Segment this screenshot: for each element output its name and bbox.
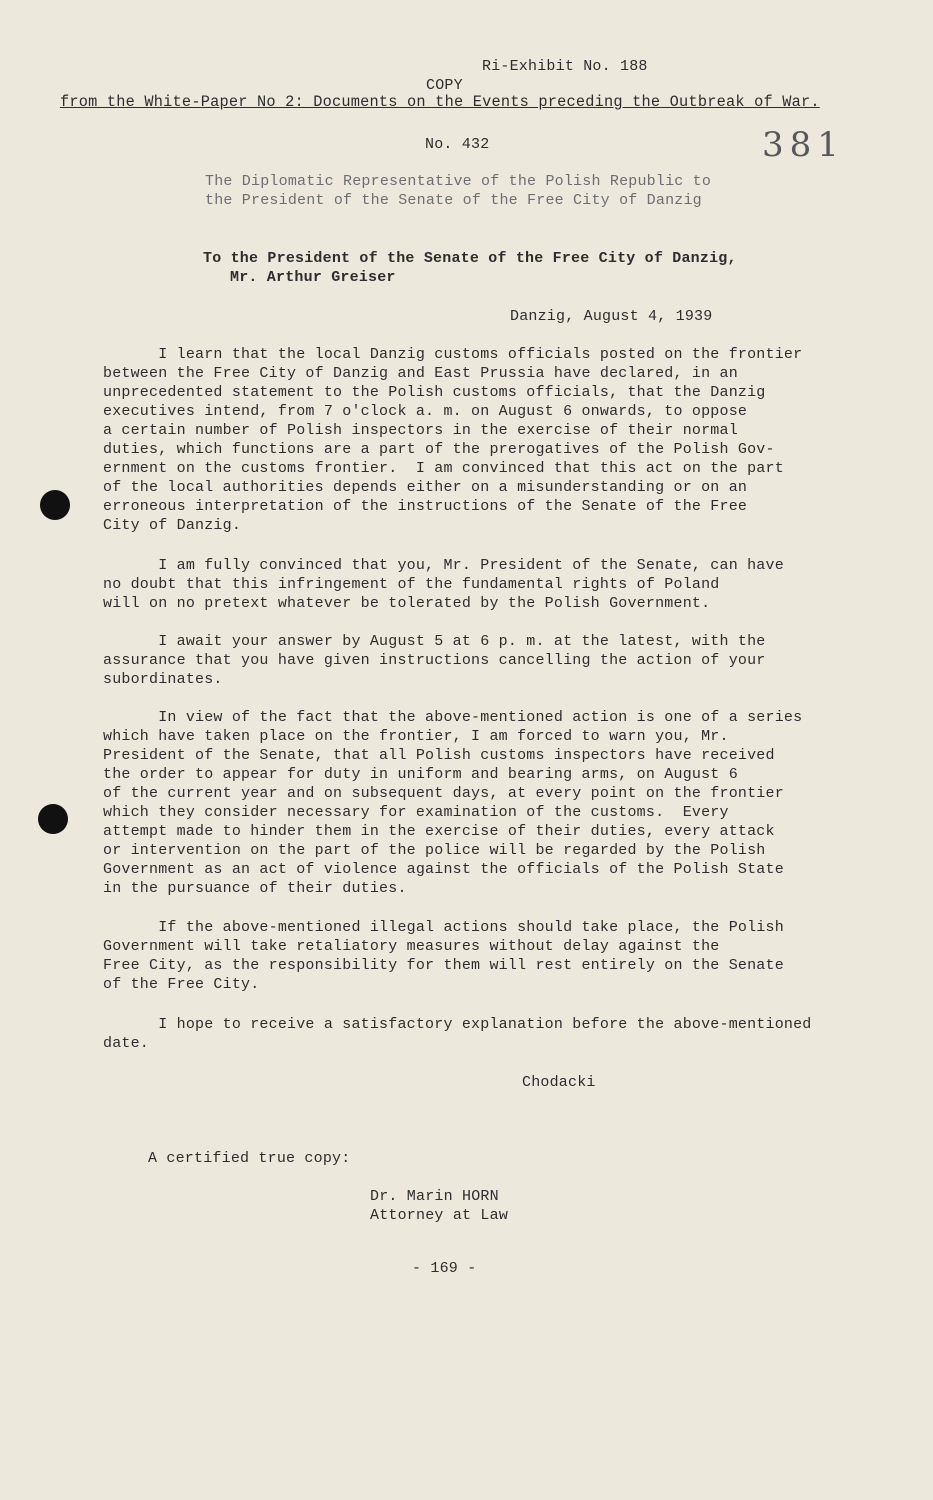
signature-name: Chodacki	[522, 1074, 596, 1091]
certifier-name: Dr. Marin HORN	[370, 1188, 499, 1205]
paragraph-line: in the pursuance of their duties.	[103, 880, 407, 897]
paragraph-line: In view of the fact that the above-mentioned action is one of a series	[103, 709, 803, 726]
paragraph-line: erroneous interpretation of the instructions of the Senate of the Free	[103, 498, 748, 515]
certifier-title: Attorney at Law	[370, 1207, 509, 1224]
document-number: No. 432	[425, 136, 490, 153]
paragraph-line: Free City, as the responsibility for them will rest entirely on the Senate	[103, 957, 784, 974]
paragraph-line: between the Free City of Danzig and East Prussia have declared, in an	[103, 365, 738, 382]
paragraph-3	[103, 632, 766, 689]
paragraph-line: which they consider necessary for examination of the customs. Every	[103, 804, 729, 821]
paragraph-line: Government as an act of violence against the officials of the Polish State	[103, 861, 784, 878]
paragraph-line: which have taken place on the frontier, I am forced to warn you, Mr.	[103, 728, 729, 745]
paragraph-line: date.	[103, 1035, 150, 1052]
handwritten-page-number: 381	[762, 125, 845, 165]
paragraph-2	[103, 556, 784, 613]
paragraph-line: I learn that the local Danzig customs officials posted on the frontier	[103, 346, 803, 363]
source-line: from the White-Paper No 2: Documents on the Events preceding the Outbreak of War.	[60, 93, 820, 111]
paragraph-line: I am fully convinced that you, Mr. President of the Senate, can have	[103, 557, 784, 574]
copy-label: COPY	[426, 77, 463, 94]
paragraph-5	[103, 918, 784, 994]
paragraph-line: If the above-mentioned illegal actions should take place, the Polish	[103, 919, 784, 936]
paragraph-line: President of the Senate, that all Polish customs inspectors have received	[103, 747, 775, 764]
paragraph-line: of the Free City.	[103, 976, 260, 993]
paragraph-line: City of Danzig.	[103, 517, 242, 534]
punch-hole-upper	[40, 490, 70, 520]
paragraph-line: a certain number of Polish inspectors in the exercise of their normal	[103, 422, 738, 439]
letter-date: Danzig, August 4, 1939	[510, 308, 713, 325]
addressee-line-1: To the President of the Senate of the Free City of Danzig,	[203, 250, 737, 267]
paragraph-line: I await your answer by August 5 at 6 p. m. at the latest, with the	[103, 633, 766, 650]
certification-label: A certified true copy:	[148, 1150, 351, 1167]
paragraph-line: of the current year and on subsequent days, at every point on the frontier	[103, 785, 784, 802]
paragraph-line: assurance that you have given instructions cancelling the action of your	[103, 652, 766, 669]
paragraph-line: the order to appear for duty in uniform and bearing arms, on August 6	[103, 766, 738, 783]
paragraph-line: Government will take retaliatory measures without delay against the	[103, 938, 720, 955]
paragraph-line: no doubt that this infringement of the fundamental rights of Poland	[103, 576, 720, 593]
heading-line-2: the President of the Senate of the Free City of Danzig	[205, 192, 702, 209]
paragraph-line: will on no pretext whatever be tolerated by the Polish Government.	[103, 595, 711, 612]
paragraph-line: ernment on the customs frontier. I am convinced that this act on the part	[103, 460, 784, 477]
heading-line-1: The Diplomatic Representative of the Polish Republic to	[205, 173, 712, 190]
exhibit-label: Ri-Exhibit No. 188	[482, 58, 648, 75]
paragraph-line: I hope to receive a satisfactory explanation before the above-mentioned	[103, 1016, 812, 1033]
paragraph-line: subordinates.	[103, 671, 223, 688]
paragraph-line: executives intend, from 7 o'clock a. m. on August 6 onwards, to oppose	[103, 403, 748, 420]
paragraph-line: of the local authorities depends either on a misunderstanding or on an	[103, 479, 748, 496]
paragraph-6	[103, 1015, 812, 1053]
paragraph-line: unprecedented statement to the Polish customs officials, that the Danzig	[103, 384, 766, 401]
punch-hole-lower	[38, 804, 68, 834]
paragraph-line: duties, which functions are a part of the prerogatives of the Polish Gov-	[103, 441, 775, 458]
paragraph-4	[103, 708, 802, 898]
paragraph-line: or intervention on the part of the police will be regarded by the Polish	[103, 842, 766, 859]
paragraph-1	[103, 345, 802, 535]
paragraph-line: attempt made to hinder them in the exercise of their duties, every attack	[103, 823, 775, 840]
addressee-line-2: Mr. Arthur Greiser	[230, 269, 396, 286]
page-number: - 169 -	[412, 1260, 477, 1277]
